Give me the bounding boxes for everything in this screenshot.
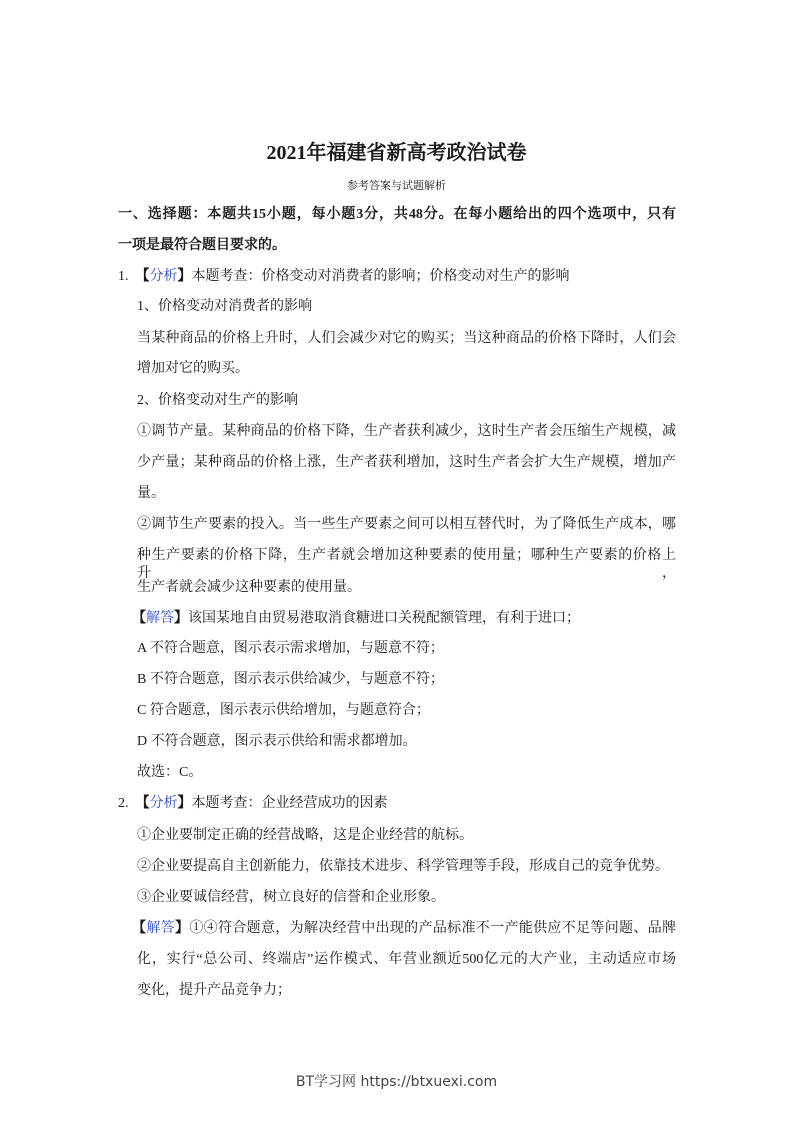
question-1-answer: 【解答】该国某地自由贸易港取消食糖进口关税配额管理，有利于进口； — [132, 611, 580, 626]
page-title: 2021年福建省新高考政治试卷 — [266, 142, 527, 164]
analysis-tag: 【分析】 — [135, 269, 192, 284]
paragraph: 当某种商品的价格上升时，人们会减少对它的购买；当这种商品的价格下降时，人们会 — [137, 331, 676, 346]
paragraph: ②调节生产要素的投入。当一些生产要素之间可以相互替代时，为了降低生产成本，哪 — [137, 517, 676, 532]
option: D 不符合题意，图示表示供给和需求都增加。 — [137, 734, 417, 749]
page-subtitle: 参考答案与试题解析 — [347, 180, 446, 192]
answer-tag: 【解答】 — [132, 611, 188, 626]
section-heading-cont: 一项是最符合题目要求的。 — [118, 238, 286, 253]
paragraph: ①调节产量。某种商品的价格下降，生产者获利减少，这时生产者会压缩生产规模，减 — [137, 424, 676, 439]
analysis-tag: 【分析】 — [135, 796, 192, 811]
paragraph: 变化，提升产品竞争力； — [137, 983, 291, 998]
question-number: 2. — [118, 796, 129, 811]
option: A 不符合题意，图示表示需求增加，与题意不符； — [137, 641, 444, 656]
paragraph: 种生产要素的价格下降，生产者就会增加这种要素的使用量；哪种生产要素的价格上升， — [137, 548, 676, 581]
paragraph: 少产量；某种商品的价格上涨，生产者获利增加，这时生产者会扩大生产规模，增加产 — [137, 455, 676, 470]
paragraph: 增加对它的购买。 — [137, 361, 249, 376]
paragraph: 化，实行“总公司、终端店”运作模式、年营业额近500亿元的大产业，主动适应市场 — [137, 952, 676, 967]
paragraph: 2、价格变动对生产的影响 — [137, 393, 298, 408]
option: B 不符合题意，图示表示供给减少，与题意不符； — [137, 672, 444, 687]
question-1-analysis: 1. 【分析】本题考查：价格变动对消费者的影响；价格变动对生产的影响 — [118, 269, 570, 284]
paragraph: ②企业要提高自主创新能力，依靠技术进步、科学管理等手段，形成自己的竞争优势。 — [137, 859, 669, 874]
footer-watermark: BT学习网 https://btxuexi.com — [295, 1074, 498, 1090]
final-choice: 故选：C。 — [137, 765, 203, 780]
question-number: 1. — [118, 269, 129, 284]
paragraph: ③企业要诚信经营，树立良好的信誉和企业形象。 — [137, 890, 445, 905]
paragraph: 生产者就会减少这种要素的使用量。 — [137, 580, 361, 595]
option: C 符合题意，图示表示供给增加，与题意符合； — [137, 703, 430, 718]
answer-tag: 【解答】 — [132, 921, 190, 936]
question-2-analysis: 2. 【分析】本题考查：企业经营成功的因素 — [118, 796, 388, 811]
paragraph: ①企业要制定正确的经营战略，这是企业经营的航标。 — [137, 828, 473, 843]
question-2-answer: 【解答】①④符合题意，为解决经营中出现的产品标准不一产能供应不足等问题、品牌 — [132, 921, 677, 936]
paragraph: 量。 — [137, 486, 165, 501]
paragraph: 1、价格变动对消费者的影响 — [137, 299, 312, 314]
section-heading: 一、选择题：本题共15小题，每小题3分，共48分。在每小题给出的四个选项中，只有 — [118, 207, 676, 222]
